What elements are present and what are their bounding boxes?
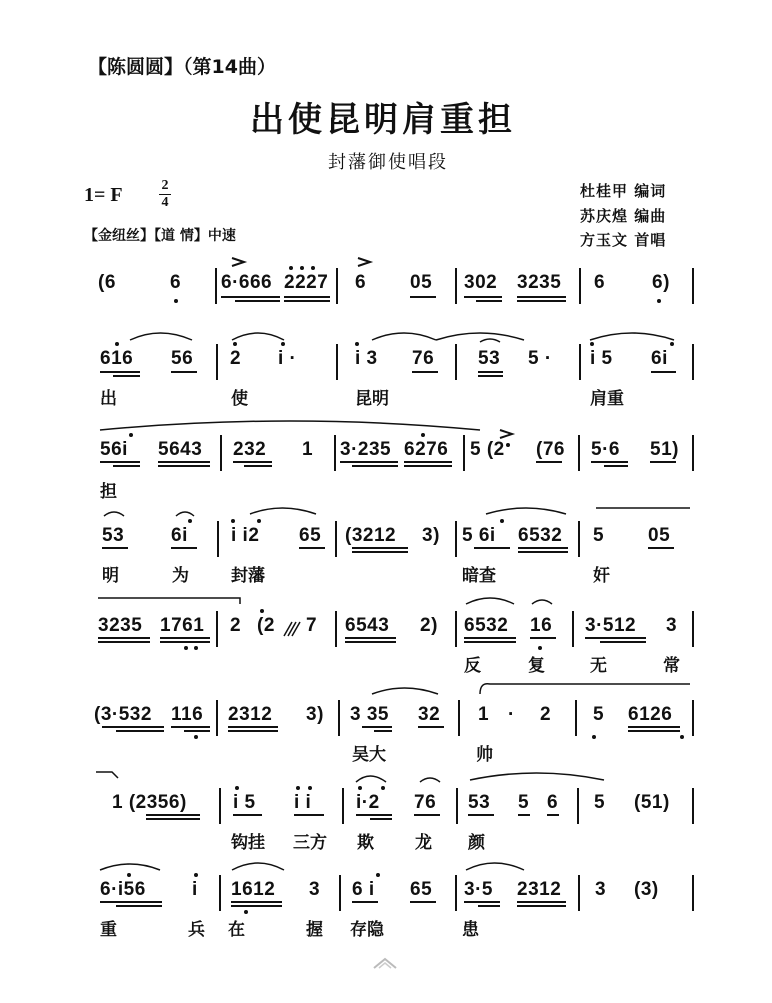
note-group: 1 bbox=[478, 704, 490, 725]
note-group: 65 bbox=[299, 525, 322, 546]
note-group: 5 bbox=[518, 792, 530, 813]
note-group: i·2 bbox=[356, 792, 380, 813]
note-group: 05 bbox=[648, 525, 671, 546]
lyric: 出 bbox=[100, 389, 117, 409]
slur bbox=[232, 863, 284, 870]
note-group: 2) bbox=[420, 615, 438, 636]
note-group: i i bbox=[294, 792, 312, 813]
note-group: 6 bbox=[547, 792, 559, 813]
note-group: 6·i56 bbox=[100, 879, 146, 900]
slur bbox=[466, 598, 514, 604]
lyric: 反 bbox=[464, 656, 481, 676]
note-group: 5·6 bbox=[591, 439, 620, 460]
note-group: 2 bbox=[230, 615, 242, 636]
note-group: 2 bbox=[230, 348, 242, 369]
note-group: 3) bbox=[306, 704, 324, 725]
slur bbox=[470, 773, 604, 780]
note-group: 56i bbox=[100, 439, 128, 460]
note-group: 3235 bbox=[98, 615, 143, 636]
note-group: 616 bbox=[100, 348, 134, 369]
note-group: (2 bbox=[257, 615, 275, 636]
note-group: 5 · bbox=[528, 348, 552, 369]
accent bbox=[358, 258, 370, 266]
credit-singer: 方玉文 首唱 bbox=[580, 231, 667, 249]
credit-lyricist: 杜桂甲 编词 bbox=[580, 182, 667, 200]
key-signature: 1= F bbox=[84, 184, 123, 206]
lyric: 封藩 bbox=[231, 566, 265, 586]
lyric: 钩挂 bbox=[231, 833, 265, 853]
note-group: 6532 bbox=[464, 615, 509, 636]
note-group: 53 bbox=[102, 525, 125, 546]
note-group: 6 bbox=[170, 272, 182, 293]
note-group: 3 bbox=[595, 879, 607, 900]
slur bbox=[480, 684, 690, 694]
note-group: 3 bbox=[666, 615, 678, 636]
slur bbox=[104, 512, 124, 516]
slur bbox=[130, 333, 192, 340]
lyric: 昆明 bbox=[355, 389, 389, 409]
slur bbox=[372, 333, 436, 340]
accent bbox=[500, 430, 512, 438]
accent bbox=[232, 258, 244, 266]
note-group: 6·666 bbox=[221, 272, 273, 293]
note-group: · bbox=[508, 704, 515, 725]
slur bbox=[590, 333, 674, 340]
note-group: (3·532 bbox=[94, 704, 152, 725]
lyric: 三方 bbox=[293, 833, 327, 853]
note-group: 53 bbox=[468, 792, 491, 813]
lyric: 奸 bbox=[593, 566, 610, 586]
note-group: 3235 bbox=[517, 272, 562, 293]
note-group: 2312 bbox=[517, 879, 562, 900]
slur bbox=[532, 600, 552, 604]
lyric: 肩重 bbox=[590, 389, 624, 409]
note-group: 3·512 bbox=[585, 615, 637, 636]
note-group: 6532 bbox=[518, 525, 563, 546]
beam-underlines bbox=[98, 297, 680, 906]
slur bbox=[486, 508, 566, 514]
lyric: 兵 bbox=[188, 920, 205, 940]
note-group: 3 35 bbox=[350, 704, 389, 725]
lyric: 明 bbox=[102, 566, 119, 586]
lyric: 握 bbox=[306, 920, 323, 940]
slur bbox=[480, 339, 500, 342]
slur bbox=[250, 508, 316, 514]
meter-bottom: 4 bbox=[161, 195, 169, 210]
note-group: 5 6i bbox=[462, 525, 496, 546]
lyric: 吴大 bbox=[352, 745, 386, 765]
lyric: 为 bbox=[172, 566, 189, 586]
lyric: 使 bbox=[231, 389, 248, 409]
note-group: 6) bbox=[652, 272, 670, 293]
note-group: 5 bbox=[594, 792, 606, 813]
note-group: 3·5 bbox=[464, 879, 493, 900]
credit-composer: 苏庆煌 编曲 bbox=[580, 207, 667, 225]
note-group: i bbox=[192, 879, 198, 900]
note-group: 32 bbox=[418, 704, 441, 725]
note-group: 65 bbox=[410, 879, 433, 900]
note-group: 76 bbox=[412, 348, 435, 369]
octave-dots bbox=[115, 266, 684, 914]
slur bbox=[466, 863, 524, 870]
note-group: i 3 bbox=[355, 348, 378, 369]
note-group: 6 i bbox=[352, 879, 375, 900]
note-group: 05 bbox=[410, 272, 433, 293]
lyric: 患 bbox=[462, 920, 479, 940]
lyric: 复 bbox=[528, 656, 545, 676]
note-group: 6543 bbox=[345, 615, 390, 636]
lyric: 无 bbox=[590, 656, 607, 676]
slur bbox=[372, 688, 438, 694]
note-group: 2 bbox=[540, 704, 552, 725]
note-group: i 5 bbox=[590, 348, 613, 369]
note-group: 6i bbox=[171, 525, 188, 546]
tie-line bbox=[96, 772, 118, 778]
accent-marks bbox=[232, 258, 512, 438]
lyric: 欺 bbox=[357, 833, 374, 853]
meter-top: 2 bbox=[161, 178, 169, 193]
note-group: 5 bbox=[593, 704, 605, 725]
page-subtitle: 封藩御使唱段 bbox=[328, 152, 448, 173]
note-group: 1761 bbox=[160, 615, 205, 636]
note-group: 1 (2356) bbox=[112, 792, 187, 813]
lyric: 帅 bbox=[476, 745, 493, 765]
note-group: 116 bbox=[171, 704, 204, 725]
note-group: (3) bbox=[634, 879, 659, 900]
note-group: 3 bbox=[309, 879, 321, 900]
slur bbox=[232, 333, 284, 340]
note-group: (6 bbox=[98, 272, 116, 293]
note-group: i 5 bbox=[233, 792, 256, 813]
page-ornament-icon bbox=[372, 956, 398, 970]
note-group: 53 bbox=[478, 348, 501, 369]
note-group: 1612 bbox=[231, 879, 276, 900]
note-group: 3) bbox=[422, 525, 440, 546]
tie-line bbox=[98, 598, 240, 604]
note-group: i · bbox=[278, 348, 297, 369]
slurs bbox=[96, 333, 690, 870]
note-group: 6 bbox=[594, 272, 606, 293]
note-group: (51) bbox=[634, 792, 670, 813]
note-group: (3212 bbox=[345, 525, 397, 546]
note-group: 3·235 bbox=[340, 439, 392, 460]
note-group: 302 bbox=[464, 272, 498, 293]
tempo-marking: 【金纽丝】【道 情】中速 bbox=[84, 228, 236, 244]
note-group: 6i bbox=[651, 348, 668, 369]
page-title: 出使昆明肩重担 bbox=[250, 100, 516, 140]
slur bbox=[176, 512, 194, 516]
slur bbox=[436, 333, 524, 340]
opera-tag: 【陈圆圆】（第14曲） bbox=[88, 56, 276, 78]
note-group: (76 bbox=[536, 439, 565, 460]
slur bbox=[420, 778, 440, 782]
slur bbox=[356, 776, 386, 782]
slur bbox=[100, 421, 480, 430]
lyric: 颜 bbox=[468, 833, 485, 853]
note-group: 76 bbox=[414, 792, 437, 813]
note-group: 56 bbox=[171, 348, 194, 369]
lyric: 龙 bbox=[415, 833, 432, 853]
lyric: 在 bbox=[228, 920, 245, 940]
note-group: 5 (2 bbox=[470, 439, 505, 460]
lyric: 存隐 bbox=[350, 920, 384, 940]
note-group: 51) bbox=[650, 439, 679, 460]
lyric: 常 bbox=[663, 656, 680, 676]
note-group: 16 bbox=[530, 615, 553, 636]
lyric: 重 bbox=[100, 920, 117, 940]
slur bbox=[100, 864, 160, 870]
note-group: i i2 bbox=[231, 525, 260, 546]
note-group: 6 bbox=[355, 272, 367, 293]
note-group: 6126 bbox=[628, 704, 673, 725]
note-group: 6276 bbox=[404, 439, 449, 460]
note-group: 2227 bbox=[284, 272, 329, 293]
note-group: 5643 bbox=[158, 439, 203, 460]
note-group: 232 bbox=[233, 439, 267, 460]
lyric: 暗查 bbox=[462, 566, 496, 586]
note-group: 1 bbox=[302, 439, 314, 460]
note-group: 5 bbox=[593, 525, 605, 546]
lyric: 担 bbox=[100, 482, 117, 502]
note-group: 7 bbox=[306, 615, 318, 636]
note-group: 2312 bbox=[228, 704, 273, 725]
tremolo-mark bbox=[284, 622, 300, 636]
